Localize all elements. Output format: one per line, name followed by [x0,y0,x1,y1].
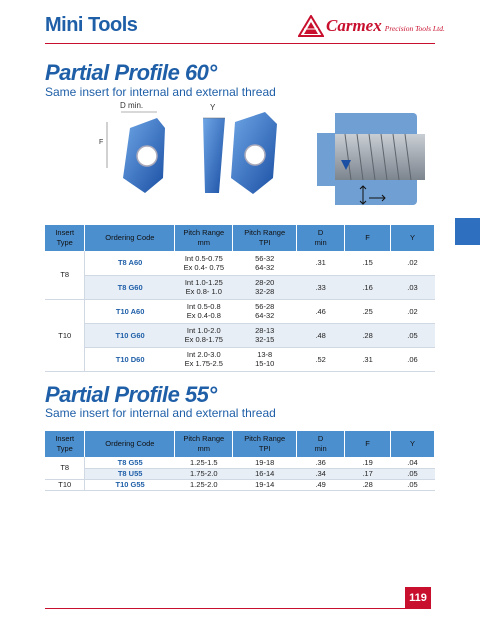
f-cell [345,251,391,275]
cell-text: .31 [315,258,326,268]
cell-text: T8 G60 [117,282,143,292]
ordering-code-cell [85,323,175,347]
ordering-code-cell [85,251,175,275]
label-d-min: D min. [120,101,144,110]
side-tab-marker [455,218,480,245]
d-min-cell [297,323,345,347]
table-row [45,347,435,371]
header-text: Pitch Range [244,434,286,443]
cell-text: 1.75-2.0 [190,469,218,478]
cell-text: Int 0.5-0.8 [186,302,221,311]
cell-text: .52 [315,354,326,364]
header-text: Type [56,444,73,453]
header-ordering-code [85,431,175,457]
header-pitch-mm [175,225,233,251]
cell-text: 28-20 [255,278,275,287]
d-min-cell [297,457,345,468]
cell-text: Int 2.0-3.0 [186,350,221,359]
header-text: F [365,439,370,448]
cell-text: 1.25-2.0 [190,480,218,489]
ordering-code-cell [85,479,175,490]
header-pitch-tpi [233,225,297,251]
f-cell [345,479,391,490]
cell-text: 1.25-1.5 [190,457,218,467]
header-text: Insert [55,434,75,443]
spec-table-60 [45,225,435,372]
f-cell [345,457,391,468]
y-cell [391,275,435,299]
header-text: TPI [258,238,271,247]
ordering-code-cell [85,299,175,323]
f-cell [345,299,391,323]
header-text: Insert [55,228,75,237]
cell-text: .28 [362,480,373,489]
cell-text: 13-8 [257,350,273,359]
pitch-tpi-cell [233,323,297,347]
cell-text: .25 [362,306,373,316]
insert-type-cell: T10 [45,479,85,490]
header-text: min [314,238,327,247]
cell-text: 19-18 [255,457,275,467]
pitch-mm-cell [175,299,233,323]
table-header-row [45,431,435,457]
header-f [345,225,391,251]
cell-text: .17 [362,469,373,478]
carmex-logo-icon [298,15,324,37]
header-ordering-code [85,225,175,251]
cell-text: .36 [315,457,326,467]
cell-text: 15-10 [255,359,275,368]
f-cell [345,275,391,299]
table-row [45,251,435,275]
pitch-tpi-cell [233,479,297,490]
pitch-mm-cell [175,457,233,468]
cell-text: Ex 0.8-1.75 [184,335,223,344]
cell-text: 16-14 [255,469,275,478]
ordering-code-cell [85,457,175,468]
label-y: Y [210,103,216,112]
cell-text: T10 A60 [115,306,145,316]
y-cell [391,468,435,479]
section-title-60: Partial Profile 60° [45,60,217,85]
cell-text: T10 G55 [115,480,145,489]
header-text: F [365,233,370,242]
carmex-logo [298,14,445,38]
header-y [391,225,435,251]
d-min-cell [297,347,345,371]
pitch-mm-cell [175,347,233,371]
cell-text: .05 [407,330,418,340]
cell-text: Int 0.5-0.75 [184,253,223,263]
cell-text: 56-32 [255,253,275,263]
page-title: Mini Tools [45,14,138,36]
y-cell [391,479,435,490]
d-min-cell [297,251,345,275]
header-text: Y [409,233,415,242]
header-y [391,431,435,457]
page-header [0,0,480,46]
pitch-mm-cell [175,251,233,275]
cell-text: .05 [407,480,418,489]
cell-text: .31 [362,354,373,364]
d-min-cell [297,275,345,299]
cell-text: T10 D60 [115,354,145,364]
insert-type-cell: T10 [45,299,85,371]
insert-side-view [203,118,225,193]
table-row [45,275,435,299]
pitch-tpi-cell [233,468,297,479]
cell-text: .15 [362,258,373,268]
header-insert-type [45,225,85,251]
ordering-code-cell [85,347,175,371]
table-row [45,468,435,479]
page-number: 119 [405,587,431,609]
cell-text: .28 [362,330,373,340]
table-row [45,479,435,490]
cell-text: .46 [315,306,326,316]
ordering-code-cell [85,275,175,299]
header-text: Type [56,238,73,247]
section-subtitle-60: Same insert for internal and external thread [45,85,276,99]
cell-text: .48 [315,330,326,340]
insert-illustration [95,98,425,216]
spec-table-55 [45,431,435,491]
cell-text: T10 G60 [115,330,145,340]
header-text: Pitch Range [183,434,225,443]
insert-type-cell: T8 [45,457,85,479]
y-cell [391,299,435,323]
cell-text: .19 [362,457,373,467]
table-row [45,323,435,347]
header-pitch-tpi [233,431,297,457]
header-text: Y [409,439,415,448]
ordering-code-cell [85,468,175,479]
table-header-row [45,225,435,251]
brand-name: Carmex [326,16,382,35]
label-f: F [99,139,104,146]
header-text: mm [197,444,211,453]
cell-text: .02 [407,258,418,268]
d-min-cell [297,468,345,479]
header-d-min [297,431,345,457]
cell-text: .05 [407,469,418,478]
table-row [45,299,435,323]
header-text: Pitch Range [183,228,225,237]
f-cell [345,323,391,347]
cell-text: Ex 1.75-2.5 [184,359,223,368]
cell-text: Ex 0.4-0.8 [186,311,221,320]
section-title-55: Partial Profile 55° [45,382,217,407]
header-text: D [317,228,324,237]
f-cell [345,347,391,371]
cell-text: .49 [315,480,326,489]
header-text: TPI [258,444,271,453]
header-text: min [314,444,327,453]
cell-text: 28-13 [255,326,275,335]
y-cell [391,323,435,347]
cell-text: 19-14 [255,480,275,489]
cell-text: 64-32 [255,311,275,320]
y-cell [391,457,435,468]
cell-text: .34 [315,469,326,478]
cell-text: .03 [407,282,418,292]
pitch-tpi-cell [233,299,297,323]
pitch-tpi-cell [233,347,297,371]
table-row [45,457,435,468]
cell-text: T8 G55 [117,457,143,467]
header-insert-type [45,431,85,457]
f-cell [345,468,391,479]
brand-tagline: Precision Tools Ltd. [384,24,445,33]
footer-rule [45,608,405,609]
y-cell [391,251,435,275]
cell-text: 64-32 [255,262,275,272]
header-d-min [297,225,345,251]
pitch-mm-cell [175,468,233,479]
cell-text: 32-28 [255,287,275,296]
d-min-cell [297,299,345,323]
cell-text: Ex 0.4- 0.75 [183,262,225,272]
cell-text: T8 A60 [117,258,143,268]
insert-type-cell: T8 [45,251,85,299]
cell-text: Int 1.0-1.25 [184,278,223,287]
d-min-cell [297,479,345,490]
pitch-tpi-cell [233,457,297,468]
cell-text: .06 [407,354,418,364]
header-f [345,431,391,457]
pitch-tpi-cell [233,275,297,299]
cell-text: 32-15 [255,335,275,344]
cell-text: T8 U55 [117,469,143,478]
section-subtitle-55: Same insert for internal and external thread [45,406,276,420]
cell-text: Int 1.0-2.0 [186,326,221,335]
cell-text: .02 [407,306,418,316]
y-cell [391,347,435,371]
header-pitch-mm [175,431,233,457]
cell-text: 56-28 [255,302,275,311]
pitch-mm-cell [175,323,233,347]
header-text: Ordering Code [105,233,155,242]
header-text: mm [197,238,211,247]
header-rule [45,43,435,44]
pitch-mm-cell [175,275,233,299]
pitch-tpi-cell [233,251,297,275]
cell-text: .16 [362,282,373,292]
header-text: D [317,434,324,443]
cell-text: Ex 0.8- 1.0 [185,287,222,296]
cell-text: .33 [315,282,326,292]
pitch-mm-cell [175,479,233,490]
cell-text: .04 [407,457,418,467]
header-text: Pitch Range [244,228,286,237]
header-text: Ordering Code [105,439,155,448]
